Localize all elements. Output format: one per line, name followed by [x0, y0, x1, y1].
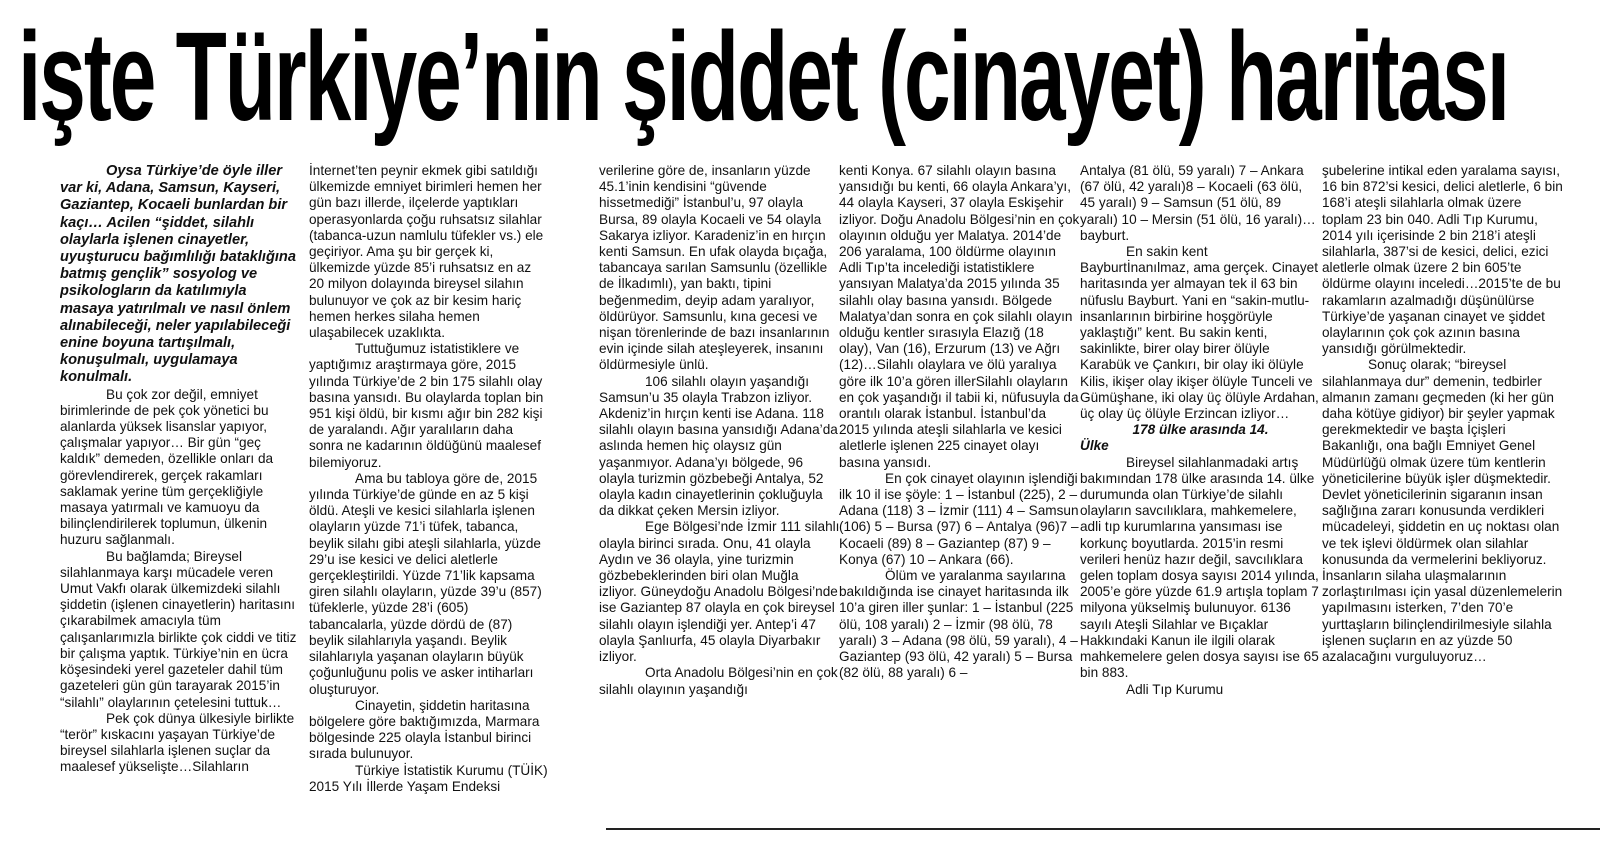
paragraph: Bireysel silahlanmadaki artış bakımından 178 ülke arasında 14. ülke durumunda olan Türkiye’de silahlı olayların savcılıklara, mahkemelere, adli tıp kurumlarına yansıması ise korkunç boyutlarda. 2015’in resmi verileri henüz hazır değil, savcılıklara gelen toplam dosya sayısı 2014 yılında, 2005’e göre yüzde 61.9 artışla toplam 7 milyona yükselmiş bulunuyor. 6136 sayılı Ateşli Silahlar ve Bıçaklar Hakkındaki Kanun ile ilgili olarak mahkemelere gelen dosya sayısı ise 65 bin 883. [1080, 454, 1319, 681]
paragraph: En çok cinayet olayının işlendiği ilk 10 il ise şöyle: 1 – İstanbul (225), 2 – Adana (118) 3 – İzmir (111) 4 – Samsun (106) 5 – Bursa (97) 6 – Antalya (96)7 – Kocaeli (89) 8 – Gaziantep (87) 9 – Konya (67) 10 – Ankara (66). [839, 470, 1079, 567]
paragraph: Cinayetin, şiddetin haritasına bölgelere göre baktığımızda, Marmara bölgesinde 225 olayla İstanbul birinci sırada bulunuyor. [309, 697, 540, 762]
paragraph: Ege Bölgesi’nde İzmir 111 silahlı olayla birinci sırada. Onu, 41 olayla Aydın ve 36 olayla, yine turizmin gözbebeklerinden biri olan Muğla izliyor. Güneydoğu Anadolu Bölgesi’nde ise Gaziantep 87 olayla en çok bireysel silahlı olayın işlendiği yer. Antep’i 47 olayla Şanlıurfa, 45 olayla Diyarbakır izliyor. [599, 519, 840, 665]
column-3 [599, 163, 840, 828]
subheading: En sakin kent [1126, 244, 1208, 260]
column-6 [1322, 163, 1565, 828]
paragraph: Adli Tıp Kurumu [1126, 681, 1224, 697]
column-5 [1080, 163, 1321, 828]
paragraph: kenti Konya. 67 silahlı olayın basına yansıdığı bu kenti, 66 olayla Ankara’yı, 44 olayla Kayseri, 37 olayla Eskişehir izliyor. Doğu Anadolu Bölgesi’nin en çok olayının olduğu yer Malatya. 2014’de 206 yaralama, 100 öldürme olayının Adli Tıp’ta incelediği istatistiklere yansıyan Malatya’da 2015 yılında 35 silahlı olay basına yansıdı. Bölgede Malatya’dan sonra en çok silahlı olayın olduğu kentler sırasıyla Elazığ (18 olay), Van (16), Erzurum (13) ve Ağrı (12)…Silahlı olaylara ve ölü yaralıya göre ilk 10’a gören illerSilahlı olayların en çok yaşandığı il tabii ki, nüfusuyla da orantılı olarak İstanbul. İstanbul’da 2015 yılında ateşli silahlarla ve kesici aletlerle işlenen 225 cinayet olayı basına yansıdı. [839, 163, 1080, 470]
bottom-rule [606, 828, 1600, 830]
column-4 [839, 163, 1080, 828]
subheading: 178 ülke arasında 14. [1132, 422, 1269, 438]
paragraph: Bu bağlamda; Bireysel silahlanmaya karşı mücadele veren Umut Vakfı olarak ülkemizdeki silahlı şiddetin (işlenen cinayetlerin) haritasını çıkarabilmek amacıyla tüm çalışanlarımızla birlikte çok ciddi ve titiz bir çalışma yaptık. Türkiye’nin en ücra köşesindeki yerel gazeteler dahil tüm gazeteleri gün gün tarayarak 2015’in “silahlı” olaylarının çetelesini tuttuk… [60, 548, 297, 710]
paragraph: Ölüm ve yaralanma sayılarına bakıldığında ise cinayet haritasında ilk 10’a giren iller şunlar: 1 – İstanbul (225 ölü, 108 yaralı) 2 – İzmir (98 ölü, 78 yaralı) 3 – Adana (98 ölü, 59 yaralı), 4 – Gaziantep (93 ölü, 42 yaralı) 5 – Bursa (82 ölü, 88 yaralı) 6 – [839, 568, 1078, 681]
paragraph: Sonuç olarak; “bireysel silahlanmaya dur” demenin, tedbirler almanın zamanı geçmeden (ki her gün daha kötüye gidiyor) bir şeyler yapmak gerekmektedir ve başta İçişleri Bakanlığı, ona bağlı Emniyet Genel Müdürlüğü olmak üzere tüm kentlerin yöneticilerine büyük işler düşmektedir. Devlet yöneticilerinin sigaranın insan sağlığına zararı konusunda verdikleri mücadeleyi, şiddetin en uç noktası olan ve tek işlevi öldürmek olan silahlar konusunda da vermelerini bekliyoruz. İnsanların silaha ulaşmalarının zorlaştırılması için yasal düzenlemelerin yapılmasını isterken, 7’den 70’e yurttaşların bilinçlendirilmesiyle silahla işlenen suçların en az yüzde 50 azalacağını vurguluyoruz… [1322, 357, 1563, 665]
paragraph: şubelerine intikal eden yaralama sayısı, 16 bin 872’si kesici, delici aletlerle, 6 bin 168’i ateşli silahlarla olmak üzere toplam 23 bin 040. Adli Tıp Kurumu, 2014 yılı içerisinde 2 bin 218’i ateşli silahlarla, 387’si de kesici, delici, ezici aletlerle olmak üzere 2 bin 605’te öldürme olayını inceledi…2015’te de bu rakamların azalmadığı düşünülürse Türkiye’de yaşanan cinayet ve şiddet olaylarının çok çok azının basına yansıdığı görülmektedir. [1322, 163, 1563, 357]
column-2 [309, 163, 550, 828]
paragraph: Bu çok zor değil, emniyet birimlerinde de pek çok yönetici bu alanlarda yüksek lisanslar yapıyor, çalışmalar yapıyor… Bir gün “geç kaldık” demeden, özellikle onları da görevlendirerek, gerçek rakamları saklamak yerine tüm gerçekliğiyle masaya yatırmalı ve kamuoyu da bilinçlendirilerek toplumun, ülkenin huzuru sağlanmalı. [60, 386, 274, 548]
paragraph: Türkiye İstatistik Kurumu (TÜİK) 2015 Yılı İllerde Yaşam Endeksi [309, 762, 548, 794]
paragraph: Pek çok dünya ülkesiyle birlikte “terör” kıskacını yaşayan Türkiye’de bireysel silahlarla işlenen suçlar da maalesef yükselişte…Silahların [60, 710, 295, 775]
paragraph: Antalya (81 ölü, 59 yaralı) 7 – Ankara (67 ölü, 42 yaralı)8 – Kocaeli (63 ölü, 45 yaralı) 9 – Samsun (51 ölü, 89 yaralı) 10 – Mersin (51 ölü, 16 yaralı)…bayburt. [1080, 163, 1316, 243]
lede-paragraph: Oysa Türkiye’de öyle iller var ki, Adana, Samsun, Kayseri, Gaziantep, Kocaeli bunlardan bir kaçı… Acilen “şiddet, silahlı olaylarla işlenen cinayetler, uyuşturucu bağımlılığı bataklığına batmış gençlik” sosyolog ve psikologların da katılımıyla masaya yatırılmalı ve nasıl önlem alınabileceği, neler yapılabileceği enine boyuna tartışılmalı, konuşulmalı, uygulamaya konulmalı. [60, 163, 296, 386]
headline: işte Türkiye’nin şiddet (cinayet) haritası [18, 6, 1509, 147]
paragraph: verilerine göre de, insanların yüzde 45.1’inin kendisini “güvende hissetmediği” İstanbul’u, 97 olayla Bursa, 89 olayla Kocaeli ve 54 olayla Sakarya izliyor. Karadeniz’in en hırçın kenti Samsun. En ufak olayda bıçağa, tabancaya sarılan Samsunlu (özellikle de İlkadımlı), yan baktı, tipini beğenmedim, deyip adam yaralıyor, öldürüyor. Samsunlu, kına gecesi ve nişan törenlerinde de bazı insanlarının evin içinde silah ateşleyerek, insanını öldürmesiyle ünlü. [599, 163, 830, 373]
paragraph: 106 silahlı olayın yaşandığı Samsun’u 35 olayla Trabzon izliyor. Akdeniz’in hırçın kenti ise Adana. 118 silahlı olayın basına yansıdığı Adana’da aslında hemen hiç olaysız gün yaşanmıyor. Adana’yı bölgede, 96 olayla turizmin gözbebeği Antalya, 52 olayla kadın cinayetlerinin çokluğuyla da dikkat çeken Mersin izliyor. [599, 373, 838, 519]
paragraph: Tuttuğumuz istatistiklere ve yaptığımız araştırmaya göre, 2015 yılında Türkiye’de 2 bin 175 silahlı olay basına yansıdı. Bu olaylarda toplan bin 951 kişi öldü, bir kısmı ağır bin 282 kişi de yaralandı. Ağır yaralıların daha sonra ne kadarının öldüğünü maalesef bilemiyoruz. [309, 341, 544, 470]
paragraph: İnternet’ten peynir ekmek gibi satıldığı ülkemizde emniyet birimleri hemen her gün bazı illerde, ilçelerde yaptıkları operasyonlarda çoğu ruhsatsız silahlar (tabanca-uzun namlulu tüfekler vs.) ele geçiriyor. Ama şu bir gerçek ki, ülkemizde yüzde 85’i ruhsatsız en az 20 milyon dolayında bireysel silahın bulunuyor ve çok az bir kesim hariç hemen herkes silaha hemen ulaşabilecek uzaklıkta. [309, 163, 544, 341]
paragraph: Bayburtİnanılmaz, ama gerçek. Cinayet haritasında yer almayan tek il 63 bin nüfuslu Bayburt. Yani en “sakin-mutlu-insanlarının birbirine hoşgörüyle yaklaştığı” kent. Bu sakin kenti, sakinlikte, birer olay birer ölüyle Karabük ve Çankırı, bir olay iki ölüyle Kilis, ikişer olay ikişer ölüyle Tunceli ve Gümüşhane, iki olay üç ölüyle Ardahan, üç olay üç ölüyle Erzincan izliyor… [1080, 260, 1319, 422]
column-1 [60, 163, 301, 828]
paragraph: Ama bu tabloya göre de, 2015 yılında Türkiye’de günde en az 5 kişi öldü. Ateşli ve kesici silahlarla işlenen olayların yüzde 71’i tüfek, tabanca, beylik silahı gibi ateşli silahlarla, yüzde 29’u ise kesici ve delici aletlerle gerçekleştirildi. Yüzde 71’lik kapsama giren silahlı olayların, yüzde 39’u (857) tüfeklerle, yüzde 28’i (605) tabancalarla, yüzde dördü de (87) beylik silahlarıyla yaşandı. Beylik silahlarıyla yaşanan olayların büyük çoğunluğunu polis ve asker intiharları oluşturuyor. [309, 470, 542, 697]
subheading: Ülke [1080, 438, 1109, 454]
paragraph: Orta Anadolu Bölgesi’nin en çok silahlı olayının yaşandığı [599, 665, 838, 697]
